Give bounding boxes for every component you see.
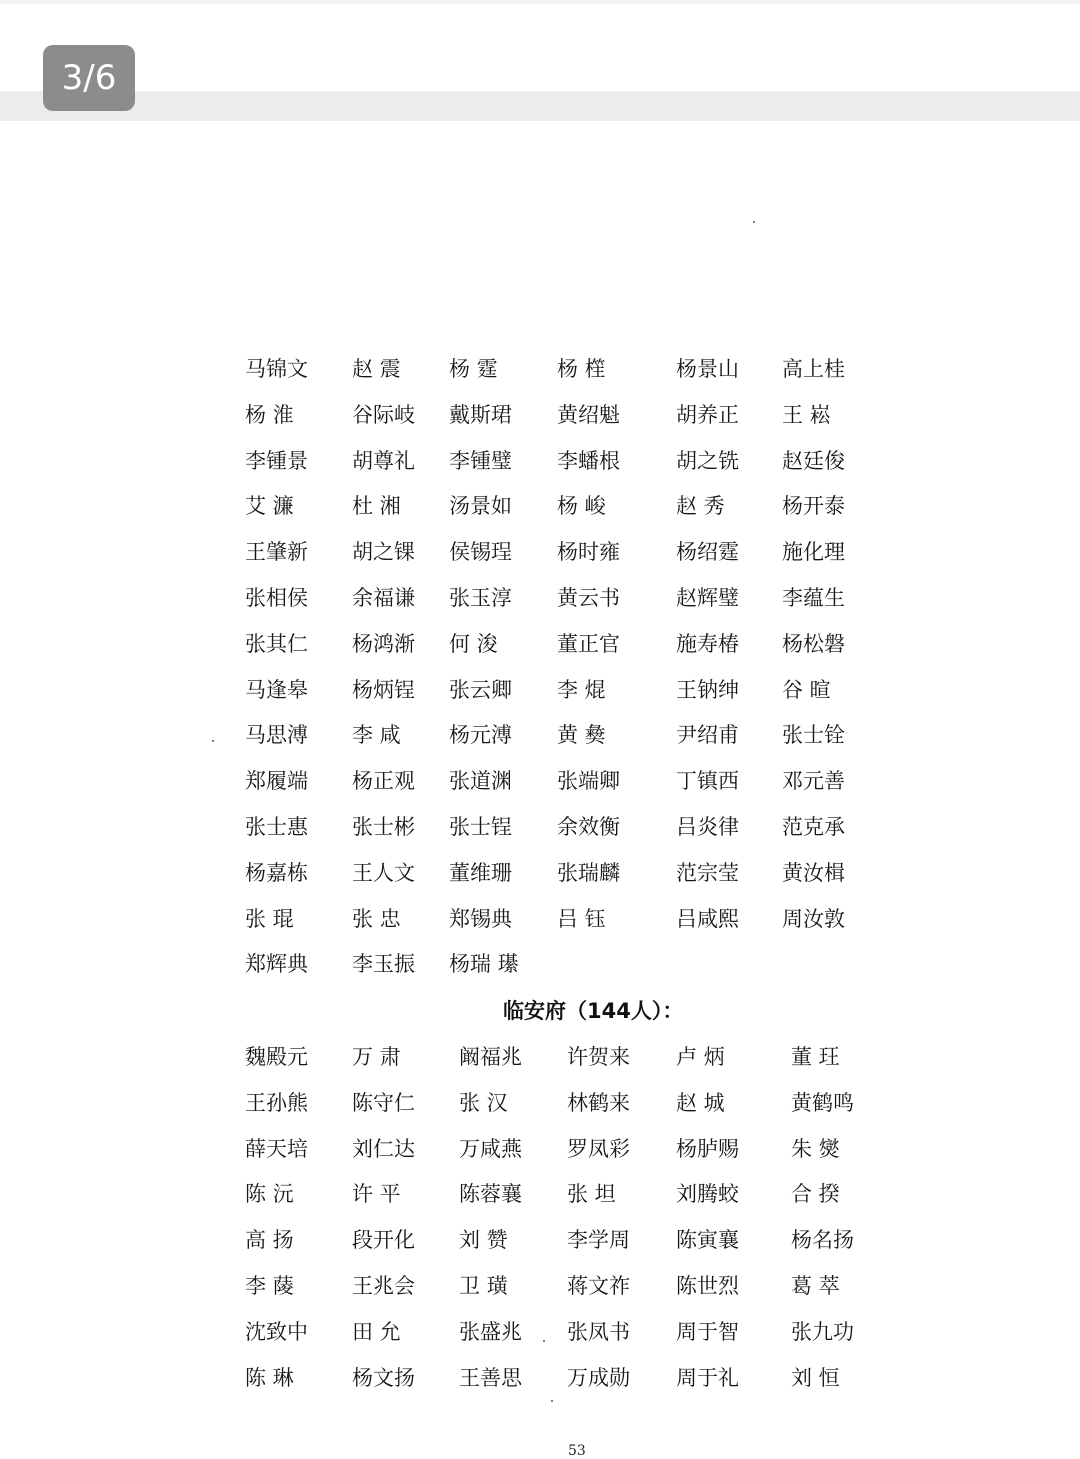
person-name: 罗凤彩 [567,1136,630,1161]
person-name: 赵辉璧 [676,585,739,610]
person-name: 胡之铣 [676,448,739,473]
person-name: 陈守仁 [352,1090,415,1115]
person-name: 陈蓉襄 [459,1182,522,1207]
person-name: 林鹤来 [567,1090,630,1115]
person-name: 黄 𢑱 [557,723,606,748]
person-name: 杨文扬 [352,1365,415,1390]
person-name: 刘腾蛟 [676,1182,739,1207]
person-name: 董正官 [557,631,620,656]
person-name: 张士锃 [449,814,512,839]
person-name: 董维珊 [449,860,512,885]
person-name: 董 玨 [791,1045,840,1069]
person-name: 张其仁 [245,631,308,656]
person-name: 万成勋 [567,1365,630,1390]
person-name: 马锦文 [245,357,308,381]
person-name: 张 坦 [567,1182,616,1207]
person-name: 卢 炳 [676,1045,725,1069]
person-name: 范宗莹 [676,860,739,885]
person-name: 李蟠根 [557,448,620,473]
top-strip [0,0,1080,4]
person-name: 张士彬 [352,814,415,839]
person-name: 谷 暄 [782,677,831,702]
person-name: 赵廷俊 [782,448,845,473]
person-name: 赵 城 [676,1090,725,1115]
person-name: 郑辉典 [245,952,308,977]
person-name: 胡养正 [676,402,739,427]
person-name: 范克承 [782,814,845,839]
person-name: 杨 霆 [449,357,498,381]
person-name: 张九功 [791,1319,854,1344]
person-name: 周汝敦 [782,906,845,931]
person-name: 许贺来 [567,1045,630,1069]
person-name: 周于礼 [676,1365,739,1390]
person-name: 张相侯 [245,585,308,610]
scan-speck [753,221,755,223]
person-name: 沈致中 [245,1319,308,1344]
person-name: 张盛兆 [459,1319,522,1344]
person-name: 李玉振 [352,952,415,977]
person-name: 杨嘉栋 [245,860,308,885]
page-indicator-badge: 3/6 [43,45,135,111]
person-name: 何 浚 [449,631,498,656]
person-name: 谷际岐 [352,402,415,427]
person-name: 陈世烈 [676,1273,739,1298]
person-name: 合 揆 [791,1182,840,1207]
person-name: 张士铨 [782,723,845,748]
person-name: 万 肃 [352,1045,401,1069]
person-name: 葛 萃 [791,1273,840,1298]
person-name: 王孙熊 [245,1090,308,1115]
person-name: 胡之锞 [352,540,415,565]
person-name: 艾 濂 [245,494,294,519]
person-name: 张端卿 [557,769,620,794]
person-name: 杨松磐 [782,631,845,656]
person-name: 高 扬 [245,1228,294,1253]
person-name: 黄绍魁 [557,402,620,427]
person-name: 杨绍霆 [676,540,739,565]
person-name: 杨 峻 [557,494,606,519]
viewer-toolbar [0,91,1080,121]
person-name: 蒋文祚 [567,1273,630,1298]
person-name: 杨 淮 [245,402,294,427]
person-name: 吕炎律 [676,814,739,839]
person-name: 郑锡典 [449,906,512,931]
person-name: 薛天培 [245,1136,308,1161]
person-name: 许 平 [352,1182,401,1207]
person-name: 余效衡 [557,814,620,839]
person-name: 李 焜 [557,677,606,702]
person-name: 陈 沅 [245,1182,294,1207]
person-name: 张瑞麟 [557,860,620,885]
person-name: 张玉淳 [449,585,512,610]
person-name: 张 忠 [352,906,401,931]
scan-speck [212,740,214,742]
scan-speck [543,1340,545,1342]
person-name: 阚福兆 [459,1045,522,1069]
person-name: 杨开泰 [782,494,845,519]
person-name: 杨景山 [676,357,739,381]
person-name: 赵 秀 [676,494,725,519]
person-name: 王善思 [459,1365,522,1390]
person-name: 李锺璧 [449,448,512,473]
scanned-page [0,121,1080,1459]
person-name: 李 䔖 [245,1273,294,1298]
person-name: 王兆会 [352,1273,415,1298]
person-name: 卫 璜 [459,1273,508,1298]
person-name: 杨时雍 [557,540,620,565]
person-name: 周于智 [676,1319,739,1344]
person-name: 段开化 [352,1228,415,1253]
person-name: 施寿椿 [676,631,739,656]
person-name: 李学周 [567,1228,630,1253]
person-name: 刘仁达 [352,1136,415,1161]
person-name: 张凤书 [567,1319,630,1344]
scan-speck [551,1400,553,1402]
person-name: 吕 钰 [557,906,606,931]
person-name: 陈 琳 [245,1365,294,1390]
person-name: 马思溥 [245,723,308,748]
section-title: 临安府（144人）： [503,999,684,1023]
person-name: 王钠绅 [676,677,739,702]
person-name: 杨炳锃 [352,677,415,702]
person-name: 杨鸿渐 [352,631,415,656]
person-name: 刘 赞 [459,1228,508,1253]
person-name: 黄云书 [557,585,620,610]
person-name: 施化理 [782,540,845,565]
person-name: 高上桂 [782,357,845,381]
person-name: 田 允 [352,1319,401,1344]
person-name: 余福谦 [352,585,415,610]
person-name: 朱 爕 [791,1136,840,1161]
person-name: 张云卿 [449,677,512,702]
person-name: 尹绍甫 [676,723,739,748]
person-name: 杨元溥 [449,723,512,748]
person-name: 陈寅襄 [676,1228,739,1253]
person-name: 杨 樦 [557,357,606,381]
page-number: 53 [568,1443,586,1459]
person-name: 李蕴生 [782,585,845,610]
person-name: 汤景如 [449,494,512,519]
person-name: 侯锡珵 [449,540,512,565]
person-name: 刘 恒 [791,1365,840,1390]
person-name: 戴斯珺 [449,402,512,427]
person-name: 杨名扬 [791,1228,854,1253]
person-name: 魏殿元 [245,1045,308,1069]
person-name: 吕咸熙 [676,906,739,931]
person-name: 胡尊礼 [352,448,415,473]
person-name: 张道渊 [449,769,512,794]
person-name: 杜 湘 [352,494,401,519]
person-name: 李 咸 [352,723,401,748]
person-name: 张士惠 [245,814,308,839]
person-name: 丁镇西 [676,769,739,794]
person-name: 杨瑞 𤪌 [449,952,519,977]
person-name: 万咸燕 [459,1136,522,1161]
person-name: 王人文 [352,860,415,885]
person-name: 马逢皋 [245,677,308,702]
person-name: 张 琨 [245,906,294,931]
person-name: 邓元善 [782,769,845,794]
person-name: 杨胪赐 [676,1136,739,1161]
person-name: 赵 震 [352,357,401,381]
person-name: 黄鹤鸣 [791,1090,854,1115]
person-name: 张 汉 [459,1090,508,1115]
person-name: 杨正观 [352,769,415,794]
person-name: 黄汝楫 [782,860,845,885]
person-name: 王 崧 [782,402,831,427]
person-name: 李锺景 [245,448,308,473]
person-name: 郑履端 [245,769,308,794]
person-name: 王肇新 [245,540,308,565]
